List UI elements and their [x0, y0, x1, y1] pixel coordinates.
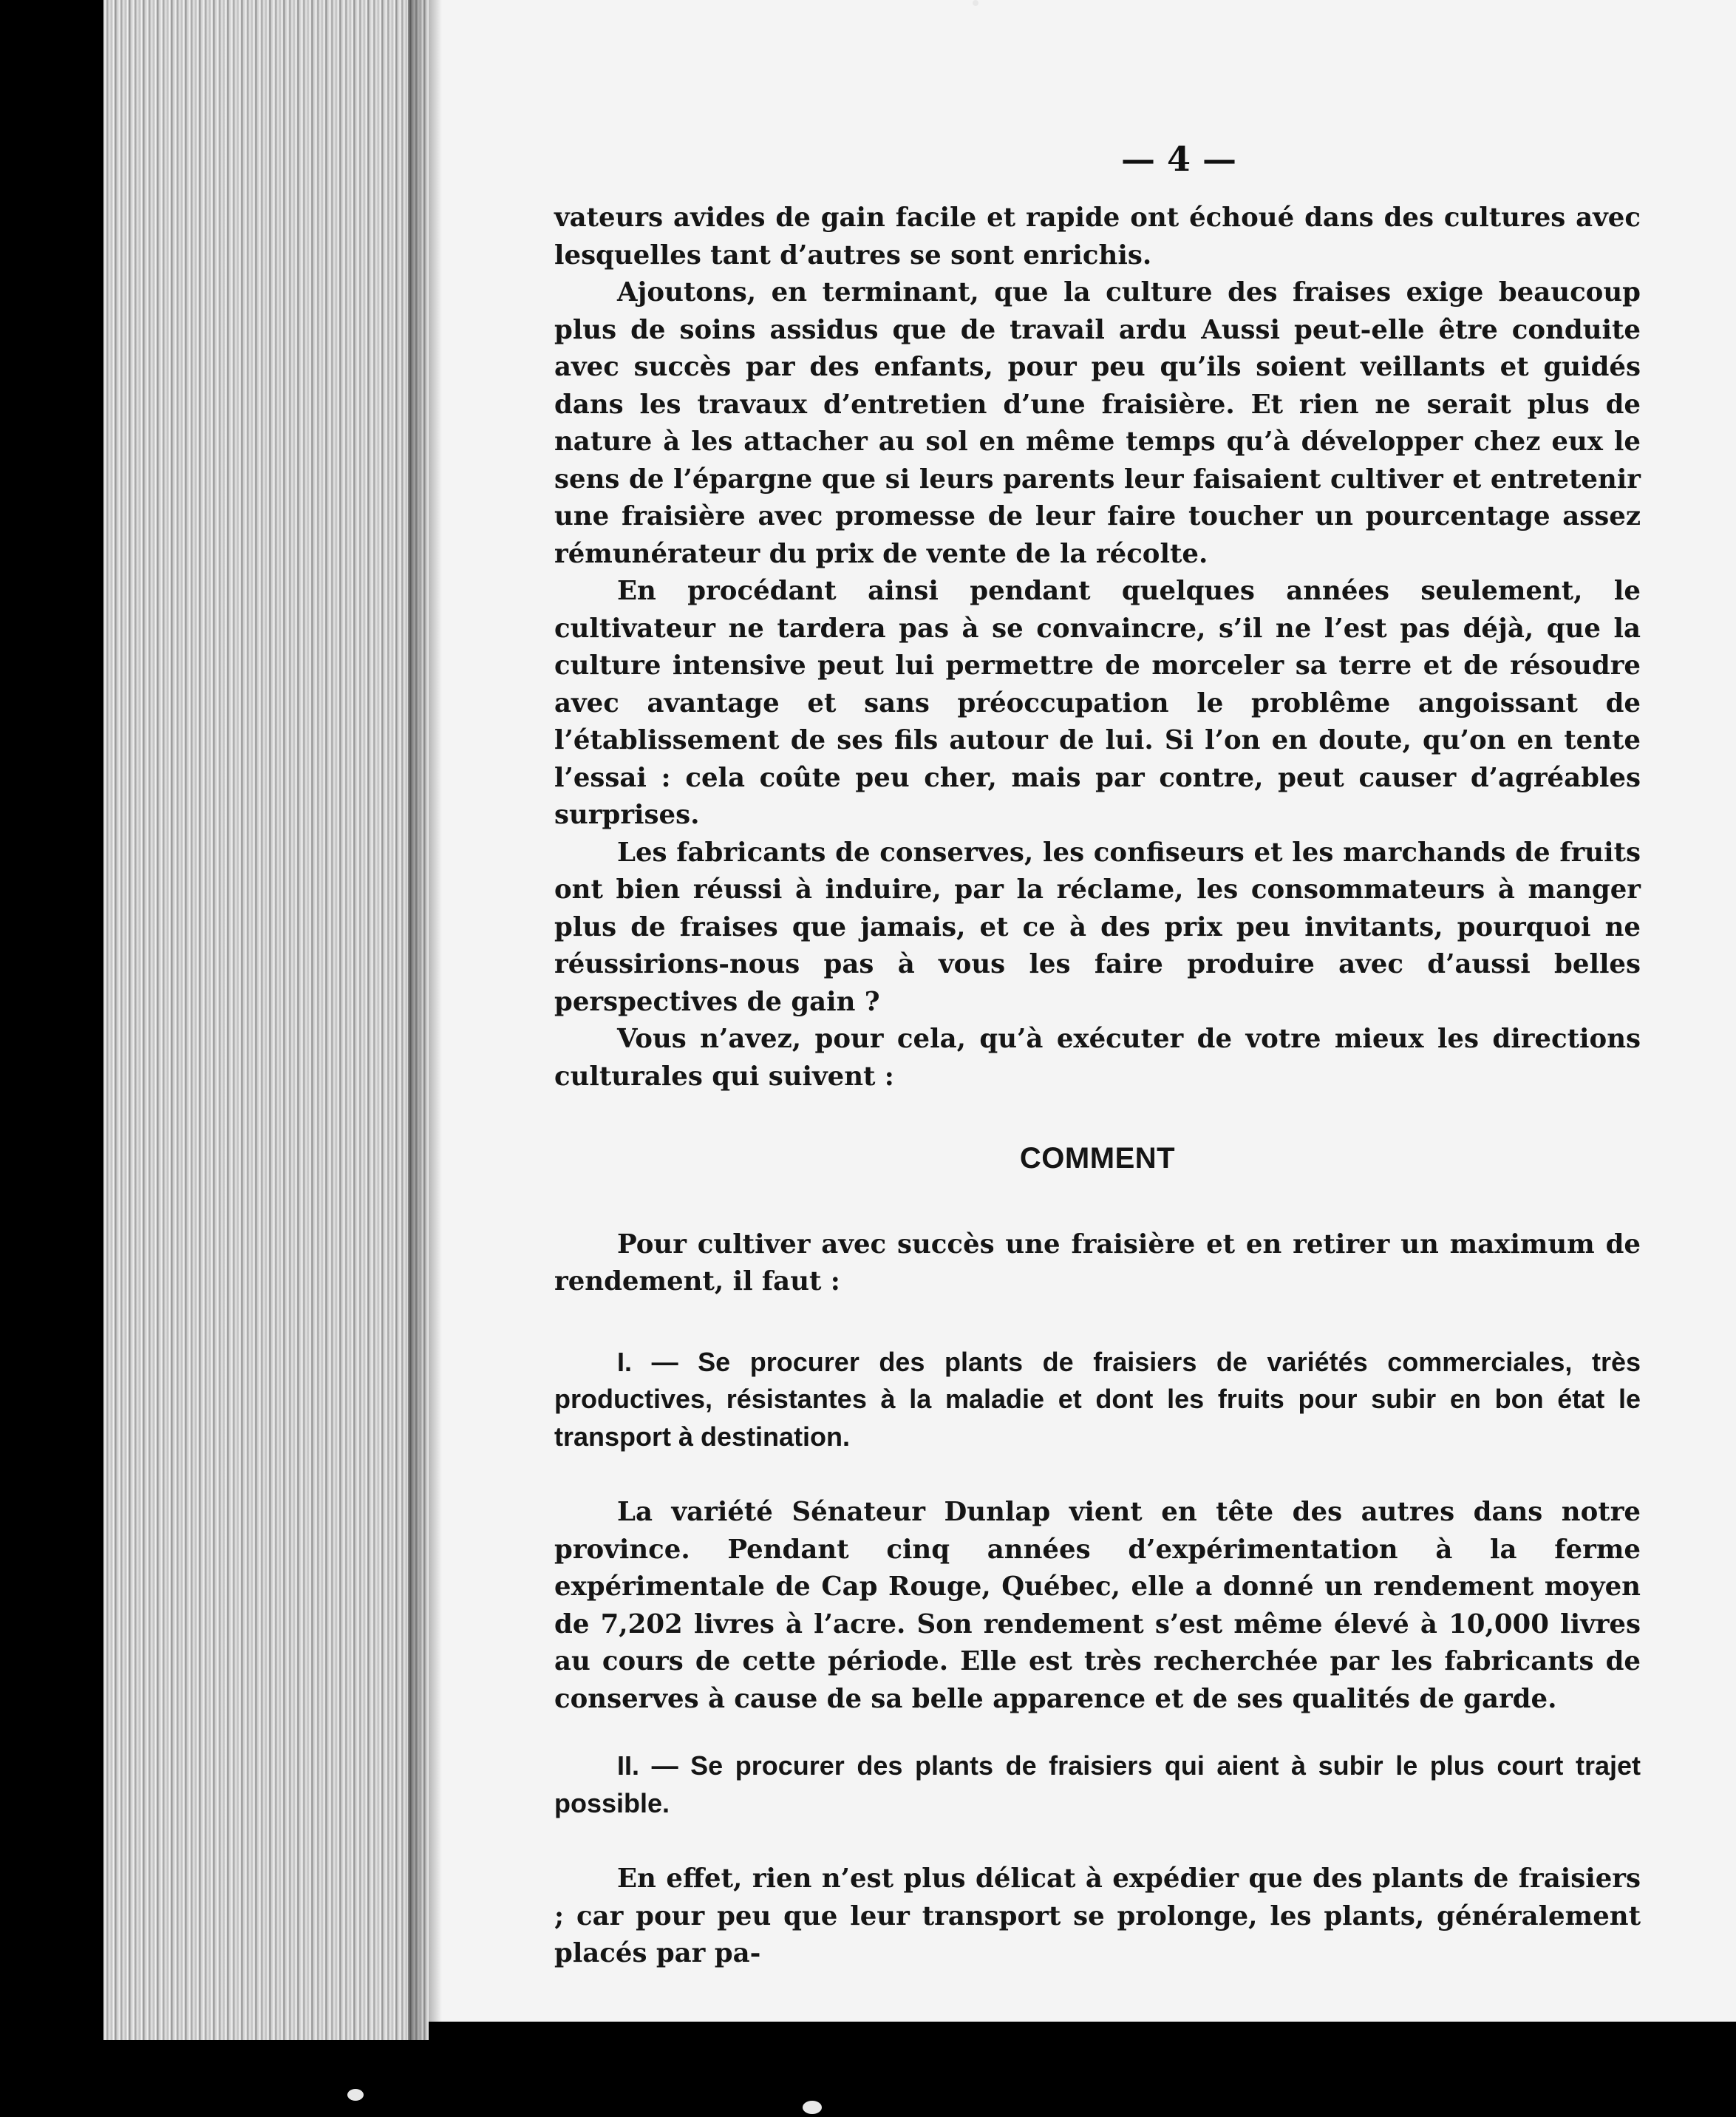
- paragraph: Les fabricants de conserves, les confiseurs et les marchands de fruits ont bien réussi à induire, par la réclame, les consommateurs à manger plus de fraises que jamais, et ce à des prix peu invitants, pourquoi ne réussirions-nous pas à vous les faire produire avec d’aussi belles perspectives de gain ?: [554, 837, 1641, 1017]
- section-1-text: La variété Sénateur Dunlap vient en tête des autres dans notre province. Pendant cinq années d’expérimentation à la ferme expérimentale de Cap Rouge, Québec, elle a donné un rendement moyen de 7,202 livres à l’acre. Son rendement s’est même élevé à 10,000 livres au cours de cette période. Elle est très recherchée par les fabricants de conserves à cause de sa belle apparence et de ses qualités de garde.: [554, 1497, 1641, 1714]
- section-2-text: En effet, rien n’est plus délicat à expédier que des plants de fraisiers ; car pour peu que leur transport se prolonge, les plants, généralement placés par pa-: [554, 1863, 1641, 1968]
- document-page: [429, 0, 1736, 2022]
- paragraph: Vous n’avez, pour cela, qu’à exécuter de votre mieux les directions culturales qui suivent :: [554, 1024, 1641, 1092]
- scan-speck: [803, 2101, 822, 2114]
- paragraph-continuation: vateurs avides de gain facile et rapide ont échoué dans des cultures avec lesquelles tant d’autres se sont enrichis.: [554, 203, 1641, 271]
- scan-speck: [347, 2089, 364, 2101]
- intro-paragraph: Pour cultiver avec succès une fraisière et en retirer un maximum de rendement, il faut :: [554, 1229, 1641, 1297]
- page-body: [554, 200, 1641, 1973]
- section-1-title: I. — Se procurer des plants de fraisiers de variétés commerciales, très productives, résistantes à la maladie et dont les fruits pour subir en bon état le transport à destination.: [554, 1346, 1641, 1452]
- paragraph: En procédant ainsi pendant quelques années seulement, le cultivateur ne tardera pas à se convaincre, s’il ne l’est pas déjà, que la culture intensive peut lui permettre de morceler sa terre et de résoudre avec avantage et sans préoccupation le problême angoissant de l’établissement de ses fils autour de lui. Si l’on en doute, qu’on en tente l’essai : cela coûte peu cher, mais par contre, peut causer d’agréables surprises.: [554, 576, 1641, 830]
- section-2-title: II. — Se procurer des plants de fraisiers qui aient à subir le plus court trajet possible.: [554, 1750, 1641, 1818]
- book-page-edges: [103, 0, 429, 2040]
- section-heading: COMMENT: [1019, 1142, 1176, 1175]
- paragraph: Ajoutons, en terminant, que la culture des fraises exige beaucoup plus de soins assidus que de travail ardu Aussi peut-elle être conduite avec succès par des enfants, pour peu qu’ils soient veillants et guidés dans les travaux d’entretien d’une fraisière. Et rien ne serait plus de nature à les attacher au sol en même temps qu’à développer chez eux le sens de l’épargne que si leurs parents leur faisaient cultiver et entretenir une fraisière avec promesse de leur faire toucher un pourcentage assez rémunérateur du prix de vente de la récolte.: [554, 277, 1641, 569]
- page-number: — 4 —: [1120, 139, 1237, 179]
- scan-speck: [973, 0, 978, 6]
